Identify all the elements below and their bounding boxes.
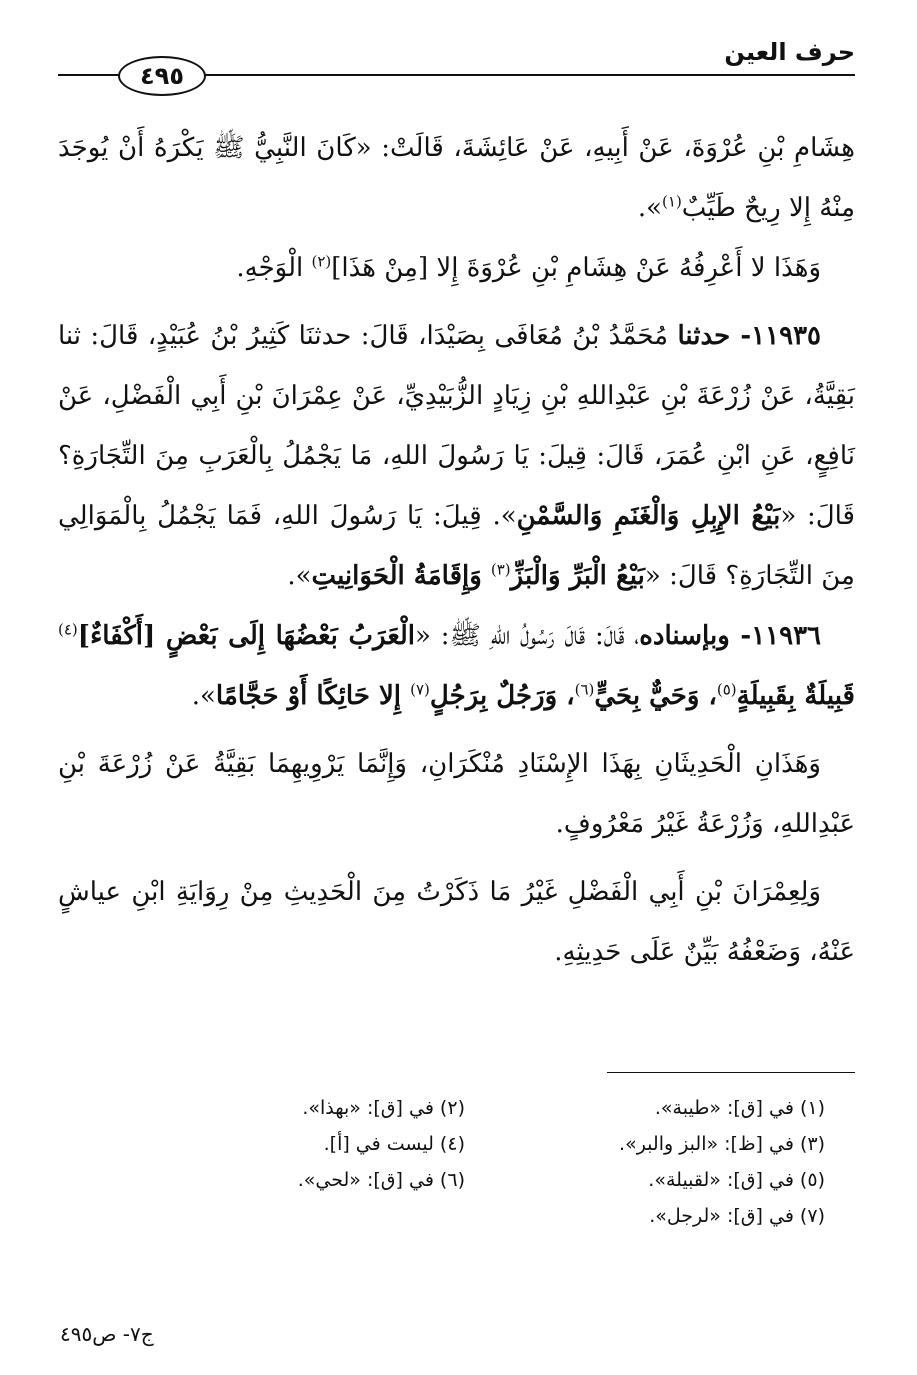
text-run: وَهَذَا لا أَعْرِفُهُ عَنْ هِشَامِ بْنِ عُرْوَةَ إِلا [مِنْ هَذَا] xyxy=(331,253,821,283)
footnote-row xyxy=(85,1198,825,1234)
footnote-marker-2[interactable]: (٢) xyxy=(311,252,332,271)
paragraph-5: وَهَذَانِ الْحَدِيثَانِ بِهَذَا الإِسْنَادِ مُنْكَرَانِ، وَإِنَّمَا يَرْوِيهِمَا بَقِيَّةُ عَنْ زُرْعَةَ بْنِ عَبْدِاللهِ، وَزُرْعَةُ غَيْرُ مَعْرُوفٍ. xyxy=(58,749,855,839)
footnote-5: (٥) في [ق]: «لقبيلة». xyxy=(648,1169,825,1191)
footnote-marker-6[interactable]: (٦) xyxy=(574,680,595,699)
text-run: ». xyxy=(191,681,216,711)
text-run: ، قَالَ: قَالَ رَسُولُ اللهِ ﷺ: « xyxy=(415,621,640,651)
hadith-11935 xyxy=(58,306,855,606)
hadith-number: ١١٩٣٦- xyxy=(729,621,822,651)
footnote-4: (٤) ليست في [أ]. xyxy=(323,1133,465,1155)
text-run: ». xyxy=(637,193,663,223)
footnote-marker-4[interactable]: (٤) xyxy=(58,620,78,639)
footnotes xyxy=(85,1090,825,1234)
running-header-title: حرف العين xyxy=(724,38,855,66)
footnote-1: (١) في [ق]: «طيبة». xyxy=(654,1097,825,1119)
footnote-row xyxy=(85,1090,825,1126)
page-number-oval xyxy=(118,56,206,96)
hadith-quote: ، وَرَجُلٌ بِرَجُلٍ xyxy=(429,681,575,711)
hadith-quote: بَيْعُ الإِبِلِ وَالْغَنَمِ وَالسَّمْنِ xyxy=(516,501,781,531)
footnote-row xyxy=(85,1126,825,1162)
footnote-separator xyxy=(607,1072,855,1073)
hadith-number: ١١٩٣٥- xyxy=(730,321,821,351)
hadith-quote: إِلا حَائِكًا أَوْ حَجَّامًا xyxy=(215,681,411,711)
hadith-chain-head: حدثنا xyxy=(677,321,731,351)
hadith-quote: الْعَرَبُ بَعْضُهَا إِلَى بَعْضٍ [أَكْفَاءٌ] xyxy=(77,621,416,651)
hadith-quote: وَإِقَامَةُ الْحَوَانِيتِ xyxy=(311,561,491,591)
hadith-chain-head: وبإسناده xyxy=(639,621,730,651)
paragraph-1 xyxy=(58,118,855,238)
volume-page-reference: ج٧- ص٤٩٥ xyxy=(60,1322,154,1346)
page-number: ٤٩٥ xyxy=(140,62,184,90)
hadith-quote: ، وَحَيٌّ بِحَيٍّ xyxy=(594,681,717,711)
footnote-marker-5[interactable]: (٥) xyxy=(716,680,737,699)
text-run: ». xyxy=(287,561,312,591)
footnote-7: (٧) في [ق]: «لرجل». xyxy=(649,1205,825,1227)
text-run: مُحَمَّدُ بْنُ مُعَافَى بِصَيْدَا، قَالَ: حدثنَا كَثِيرُ بْنُ عُبَيْدٍ، قَالَ: ثنا بَقِيَّةُ، عَنْ زُرْعَةَ بْنِ عَبْدِاللهِ بْنِ زِيَادٍ الزُّبَيْدِيِّ، عَنْ عِمْرَانَ بْنِ أَبِي الْفَضْلِ، عَنْ نَافِعٍ، عَنِ ابْنِ عُمَرَ، قَالَ: قِيلَ: يَا رَسُولَ اللهِ، مَا يَجْمُلُ بِالْعَرَبِ مِنَ التِّجَارَةِ؟ قَالَ: « xyxy=(58,321,855,531)
footnote-3: (٣) في [ظ]: «البز والبر». xyxy=(619,1133,825,1155)
main-text xyxy=(58,118,855,982)
text-run: الْوَجْهِ. xyxy=(236,253,312,283)
footnote-marker-1[interactable]: (١) xyxy=(662,192,682,211)
hadith-quote: بَيْعُ الْبَرِّ وَالْبَزِّ xyxy=(510,561,645,591)
paragraph-2 xyxy=(58,238,855,298)
text-run: ». قِيلَ: يَا رَسُولَ اللهِ، فَمَا يَجْمُلُ بِالْمَوَالِي مِنَ التِّجَارَةِ؟ قَالَ: « xyxy=(58,501,855,591)
footnote-row xyxy=(85,1162,825,1198)
footnote-2: (٢) في [ق]: «بهذا». xyxy=(302,1097,465,1119)
hadith-quote: قَبِيلَةٌ بِقَبِيلَةٍ xyxy=(736,681,855,711)
footnote-marker-7[interactable]: (٧) xyxy=(410,680,430,699)
footnote-marker-3[interactable]: (٣) xyxy=(490,560,511,579)
paragraph-6: وَلِعِمْرَانَ بْنِ أَبِي الْفَضْلِ غَيْرُ مَا ذَكَرْتُ مِنَ الْحَدِيثِ مِنْ رِوَايَةِ ابْنِ عياشٍ عَنْهُ، وَضَعْفُهُ بَيِّنٌ عَلَى حَدِيثِهِ. xyxy=(58,877,855,967)
footnote-6: (٦) في [ق]: «لحي». xyxy=(297,1169,465,1191)
hadith-11936 xyxy=(58,606,855,726)
text-run: هِشَامِ بْنِ عُرْوَةَ، عَنْ أَبِيهِ، عَنْ عَائِشَةَ، قَالَتْ: «كَانَ النَّبِيُّ ﷺ يَكْرَهُ أَنْ يُوجَدَ مِنْهُ إِلا رِيحٌ طَيِّبٌ xyxy=(58,133,855,223)
